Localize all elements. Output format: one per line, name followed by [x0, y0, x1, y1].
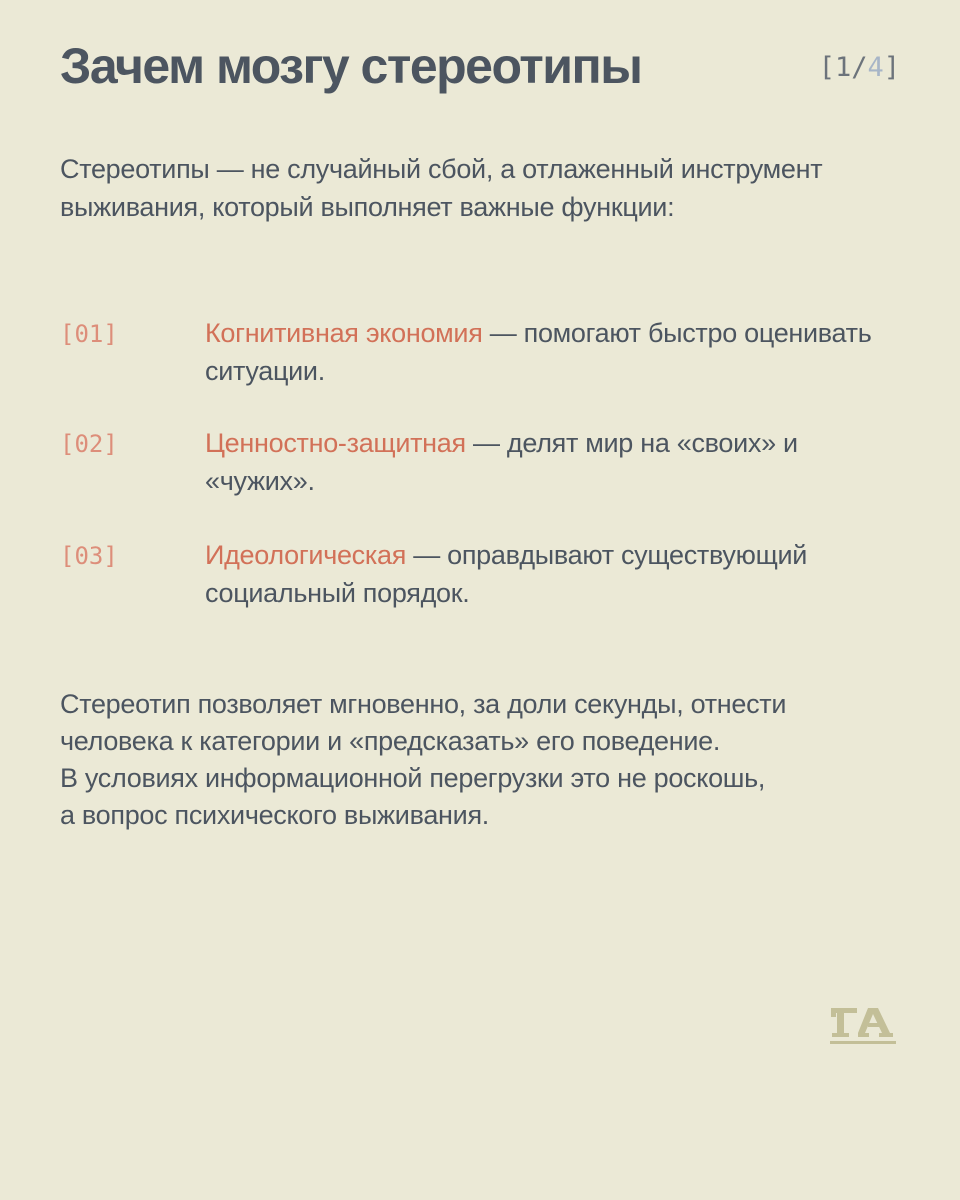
list-item-text — [205, 536, 885, 612]
list-item-number: [01] — [60, 320, 118, 348]
list-item-number: [03] — [60, 542, 118, 570]
outro-paragraph — [60, 686, 910, 834]
page-current: 1/ — [834, 52, 868, 83]
list-item-description: — делят мир на «своих» и «чужих». — [205, 428, 798, 496]
outro-line: а вопрос психического выживания. — [60, 800, 489, 830]
list-item-term: Когнитивная экономия — [205, 318, 483, 348]
outro-line: человека к категории и «предсказать» его поведение. — [60, 726, 721, 756]
outro-line: Стереотип позволяет мгновенно, за доли секунды, отнести — [60, 689, 787, 719]
list-item-term: Ценностно-защитная — [205, 428, 466, 458]
intro-paragraph: Стереотипы — не случайный сбой, а отлаженный инструмент выживания, который выполняет важные функции: — [60, 154, 823, 222]
list-item-term: Идеологическая — [205, 540, 407, 570]
page-title: Зачем мозгу стереотипы — [60, 38, 642, 94]
list-item-description: — помогают быстро оценивать ситуации. — [205, 318, 872, 386]
list-item-text — [205, 314, 885, 390]
page-indicator — [819, 52, 900, 84]
page-bracket-open: [ — [818, 52, 835, 83]
list-item-text — [205, 424, 885, 500]
outro-line: В условиях информационной перегрузки это не роскошь, — [60, 763, 766, 793]
ga-logo — [828, 1004, 898, 1046]
list-item-description: — оправдывают существующий социальный порядок. — [205, 540, 808, 608]
page-total: 4 — [867, 52, 884, 83]
page-bracket-close: ] — [883, 52, 900, 83]
list-item-number: [02] — [60, 430, 118, 458]
ga-logo-mark — [830, 1008, 896, 1044]
